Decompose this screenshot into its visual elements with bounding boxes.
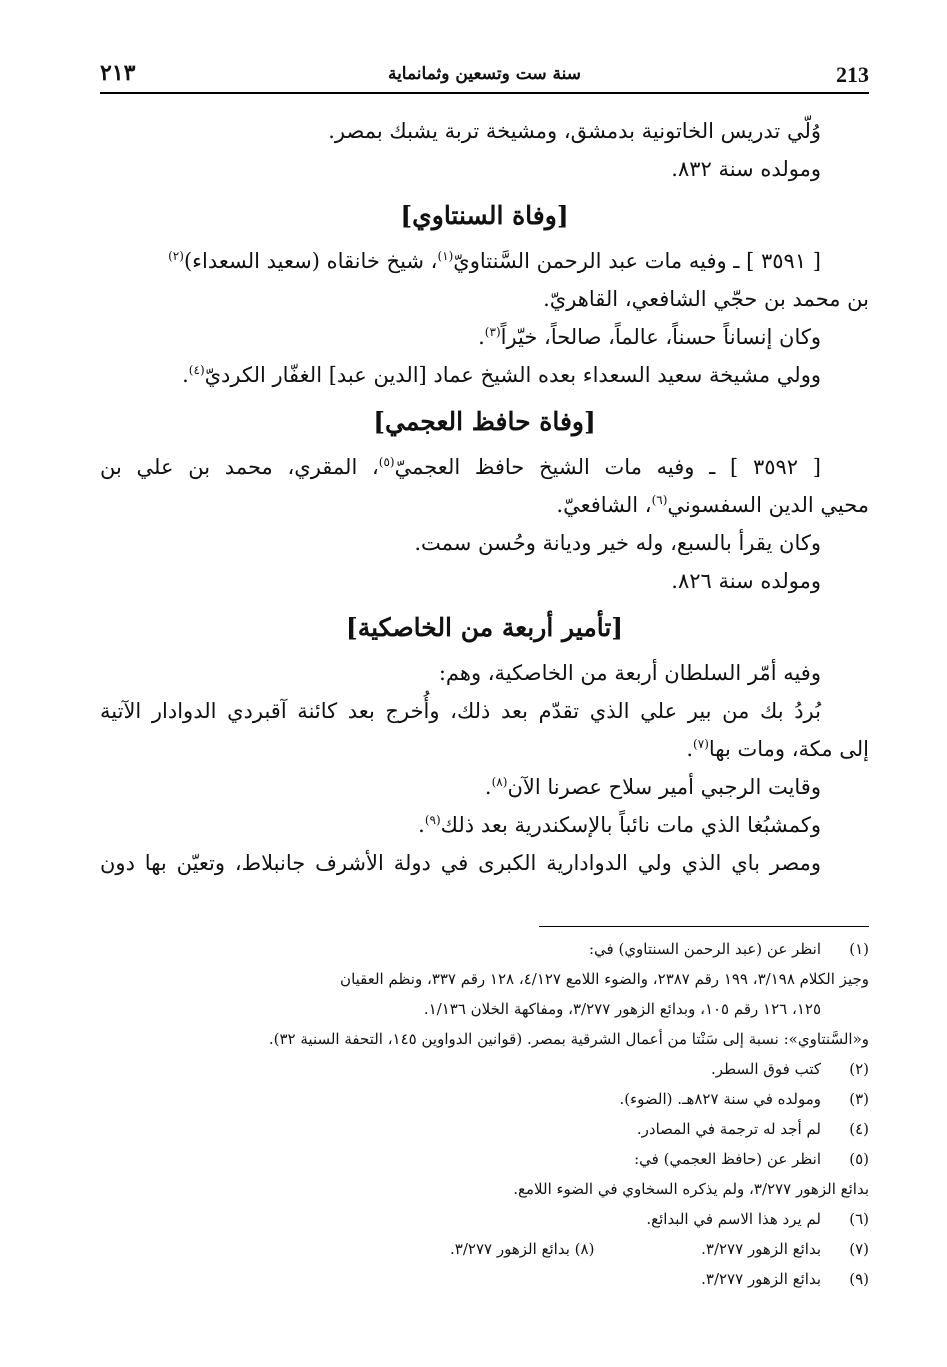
section-heading: [وفاة السنتاوي] [400,201,569,230]
section-heading: [وفاة حافظ العجمي] [373,407,596,436]
entry-line: بُردُ بك من بير علي الذي تقدّم بعد ذلك، وأُخرج بعد كائنة آقبردي الدوادار الآتية [100,699,821,723]
entry-line: وكمشبُغا الذي مات نائباً بالإسكندرية بعد ذلك$^{(٩)}$. [418,813,821,837]
entry-line: وقايت الرجبي أمير سلاح عصرنا الآن$^{(٨)}$. [484,775,821,799]
section-heading: [تأمير أربعة من الخاصكية] [345,613,624,642]
footnote: (٥)انظر عن (حافظ العجمي) في: [634,1150,869,1168]
footnotes [80,934,869,1294]
entry-line: محيي الدين السفسوني$^{(٦)}$، الشافعيّ. [556,493,869,517]
footnote: (٣)ومولده في سنة ٨٢٧هـ. (الضوء). [619,1090,869,1108]
footnote-ref[interactable]: (٦) [651,493,668,507]
footnote-ref[interactable]: (٧) [693,737,709,751]
entry-line: إلى مكة، ومات بها$^{(٧)}$. [686,737,869,761]
entry-line: [ ٣٥٩١ ] ـ وفيه مات عبد الرحمن السَّنتاويّ$^{(١)}$، شيخ خانقاه (سعيد السعداء)$^{(٢)}$ [168,249,821,273]
footnote-ref[interactable]: (٥) [378,455,395,469]
footnote-continuation: و«السَّنتاوي»: نسبة إلى سَنْتا من أعمال الشرقية بمصر. (قوانين الدواوين ١٤٥، التحفة السنية ٣٢). [268,1030,869,1048]
footnote: (٦)لم يرد هذا الاسم في البدائع. [646,1210,869,1228]
footnote: (٧)بدائع الزهور ٣/٢٧٧. [701,1240,869,1258]
footnote: (٤)لم أجد له ترجمة في المصادر. [636,1120,869,1138]
footnote: (١)انظر عن (عبد الرحمن السنتاوي) في: [588,940,869,958]
main-text [100,112,869,882]
entry-line: بن محمد بن حجّي الشافعي، القاهريّ. [543,287,869,311]
footnote-continuation: بدائع الزهور ٣/٢٧٧، ولم يذكره السخاوي في الضوء اللامع. [513,1180,869,1198]
footnote: (٩)بدائع الزهور ٣/٢٧٧. [701,1270,869,1288]
footnote-ref[interactable]: (١) [437,249,454,263]
footnote-ref[interactable]: (٩) [424,813,441,827]
entry-line: ومصر باي الذي ولي الدوادارية الكبرى في دولة الأشرف جانبلاط، وتعيّن بها دون [100,851,821,875]
footnote-ref[interactable]: (٤) [188,363,205,377]
entry-line: وكان يقرأ بالسبع، وله خير وديانة وحُسن سمت. [414,531,821,555]
footnote-ref[interactable]: (٨) [491,775,508,789]
entry-line: وفيه أمّر السلطان أربعة من الخاصكية، وهم: [438,661,821,685]
footnote-continuation: ١٢٥، ١٢٦ رقم ١٠٥، وبدائع الزهور ٣/٢٧٧، ومفاكهة الخلان ١/١٣٦. [423,1000,821,1018]
page-number-latin: 213 [836,62,869,87]
footnote-pair [80,1234,869,1264]
footnote: (٢)كتب فوق السطر. [711,1060,869,1078]
body-line: وُلّي تدريس الخاتونية بدمشق، ومشيخة تربة يشبك بمصر. [328,119,821,143]
footnote-divider [539,926,869,927]
page-number-arabic: ٢١٣ [100,60,136,86]
entry-line: [ ٣٥٩٢ ] ـ وفيه مات الشيخ حافظ العجميّ$^{(٥)}$، المقري، محمد بن علي بن [100,455,821,479]
footnote-continuation: وجيز الكلام ٣/١٩٨، ١٩٩ رقم ٢٣٨٧، والضوء اللامع ٤/١٢٧، ١٢٨ رقم ٣٣٧، ونظم العقيان [340,970,869,988]
footnote-ref[interactable]: (٢) [168,249,184,263]
entry-line: وولي مشيخة سعيد السعداء بعده الشيخ عماد [الدين عبد] الغفّار الكرديّ$^{(٤)}$. [182,363,821,387]
footnote-ref[interactable]: (٣) [484,325,501,339]
body-line: ومولده سنة ٨٣٢. [671,157,821,181]
entry-line: ومولده سنة ٨٢٦. [671,569,821,593]
footnote: (٨) بدائع الزهور ٣/٢٧٧. [450,1240,595,1258]
entry-line: وكان إنساناً حسناً، عالماً، صالحاً، خيّراً$^{(٣)}$. [478,325,821,349]
running-title: سنة ست وتسعين وثمانماية [387,64,582,84]
page-header [100,58,869,94]
